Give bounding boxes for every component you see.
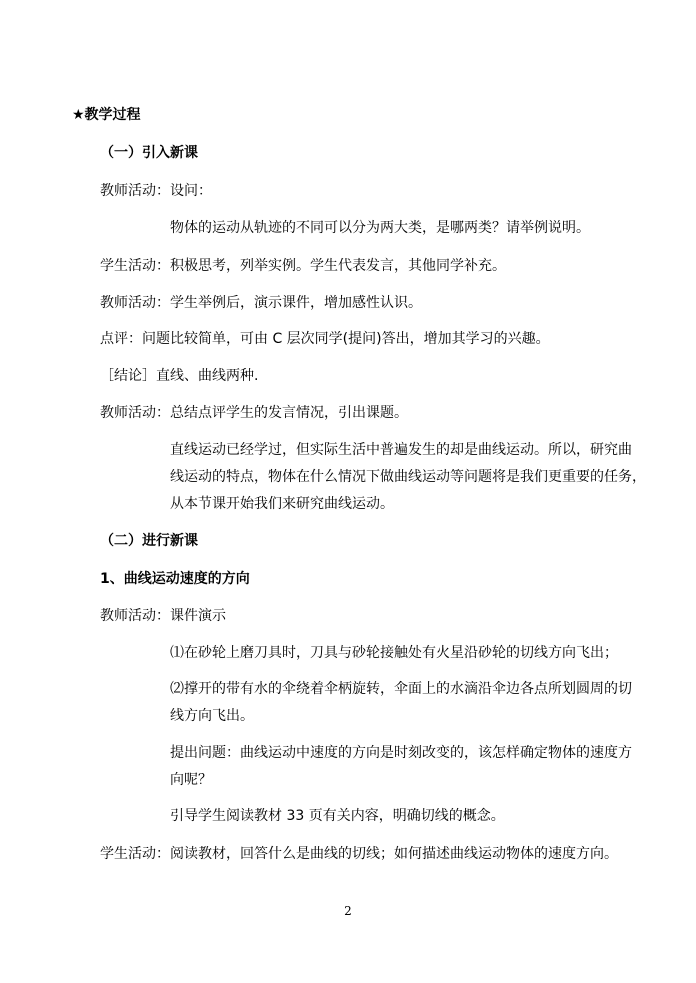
teacher-activity-1: 教师活动：设问：	[100, 183, 212, 199]
subheading: 1、曲线运动速度的方向	[100, 571, 250, 587]
teacher-activity-2: 教师活动：学生举例后，演示课件，增加感性认识。	[100, 295, 422, 311]
paragraph-line: 从本节课开始我们来研究曲线运动。	[170, 496, 394, 512]
question-line: 提出问题：曲线运动中速度的方向是时刻改变的，该怎样确定物体的速度方	[170, 745, 632, 761]
conclusion: ［结论］直线、曲线两种.	[100, 368, 259, 384]
part1-heading: （一）引入新课	[100, 145, 198, 161]
part2-heading: （二）进行新课	[100, 533, 198, 549]
question-line: 向呢？	[170, 772, 212, 788]
paragraph-line: 直线运动已经学过，但实际生活中普遍发生的却是曲线运动。所以，研究曲	[170, 442, 632, 458]
paragraph-line: 线运动的特点，物体在什么情况下做曲线运动等问题将是我们更重要的任务，	[170, 469, 646, 485]
teacher-question-1: 物体的运动从轨迹的不同可以分为两大类，是哪两类？请举例说明。	[170, 220, 590, 236]
demo-item-1: ⑴在砂轮上磨刀具时，刀具与砂轮接触处有火星沿砂轮的切线方向飞出；	[170, 645, 618, 661]
demo-item-2-line: 线方向飞出。	[170, 708, 254, 724]
section-title: ★教学过程	[72, 107, 141, 123]
student-activity-2: 学生活动：阅读教材，回答什么是曲线的切线；如何描述曲线运动物体的速度方向。	[100, 846, 618, 862]
student-activity-1: 学生活动：积极思考，列举实例。学生代表发言，其他同学补充。	[100, 258, 506, 274]
teacher-activity-4: 教师活动：课件演示	[100, 608, 226, 624]
comment: 点评：问题比较简单，可由 C 层次同学(提问)答出，增加其学习的兴趣。	[100, 331, 550, 347]
guide-text: 引导学生阅读教材 33 页有关内容，明确切线的概念。	[170, 808, 505, 824]
page-number: 2	[344, 904, 352, 918]
demo-item-2-line: ⑵撑开的带有水的伞绕着伞柄旋转，伞面上的水滴沿伞边各点所划圆周的切	[170, 681, 632, 697]
teacher-activity-3: 教师活动：总结点评学生的发言情况，引出课题。	[100, 405, 408, 421]
